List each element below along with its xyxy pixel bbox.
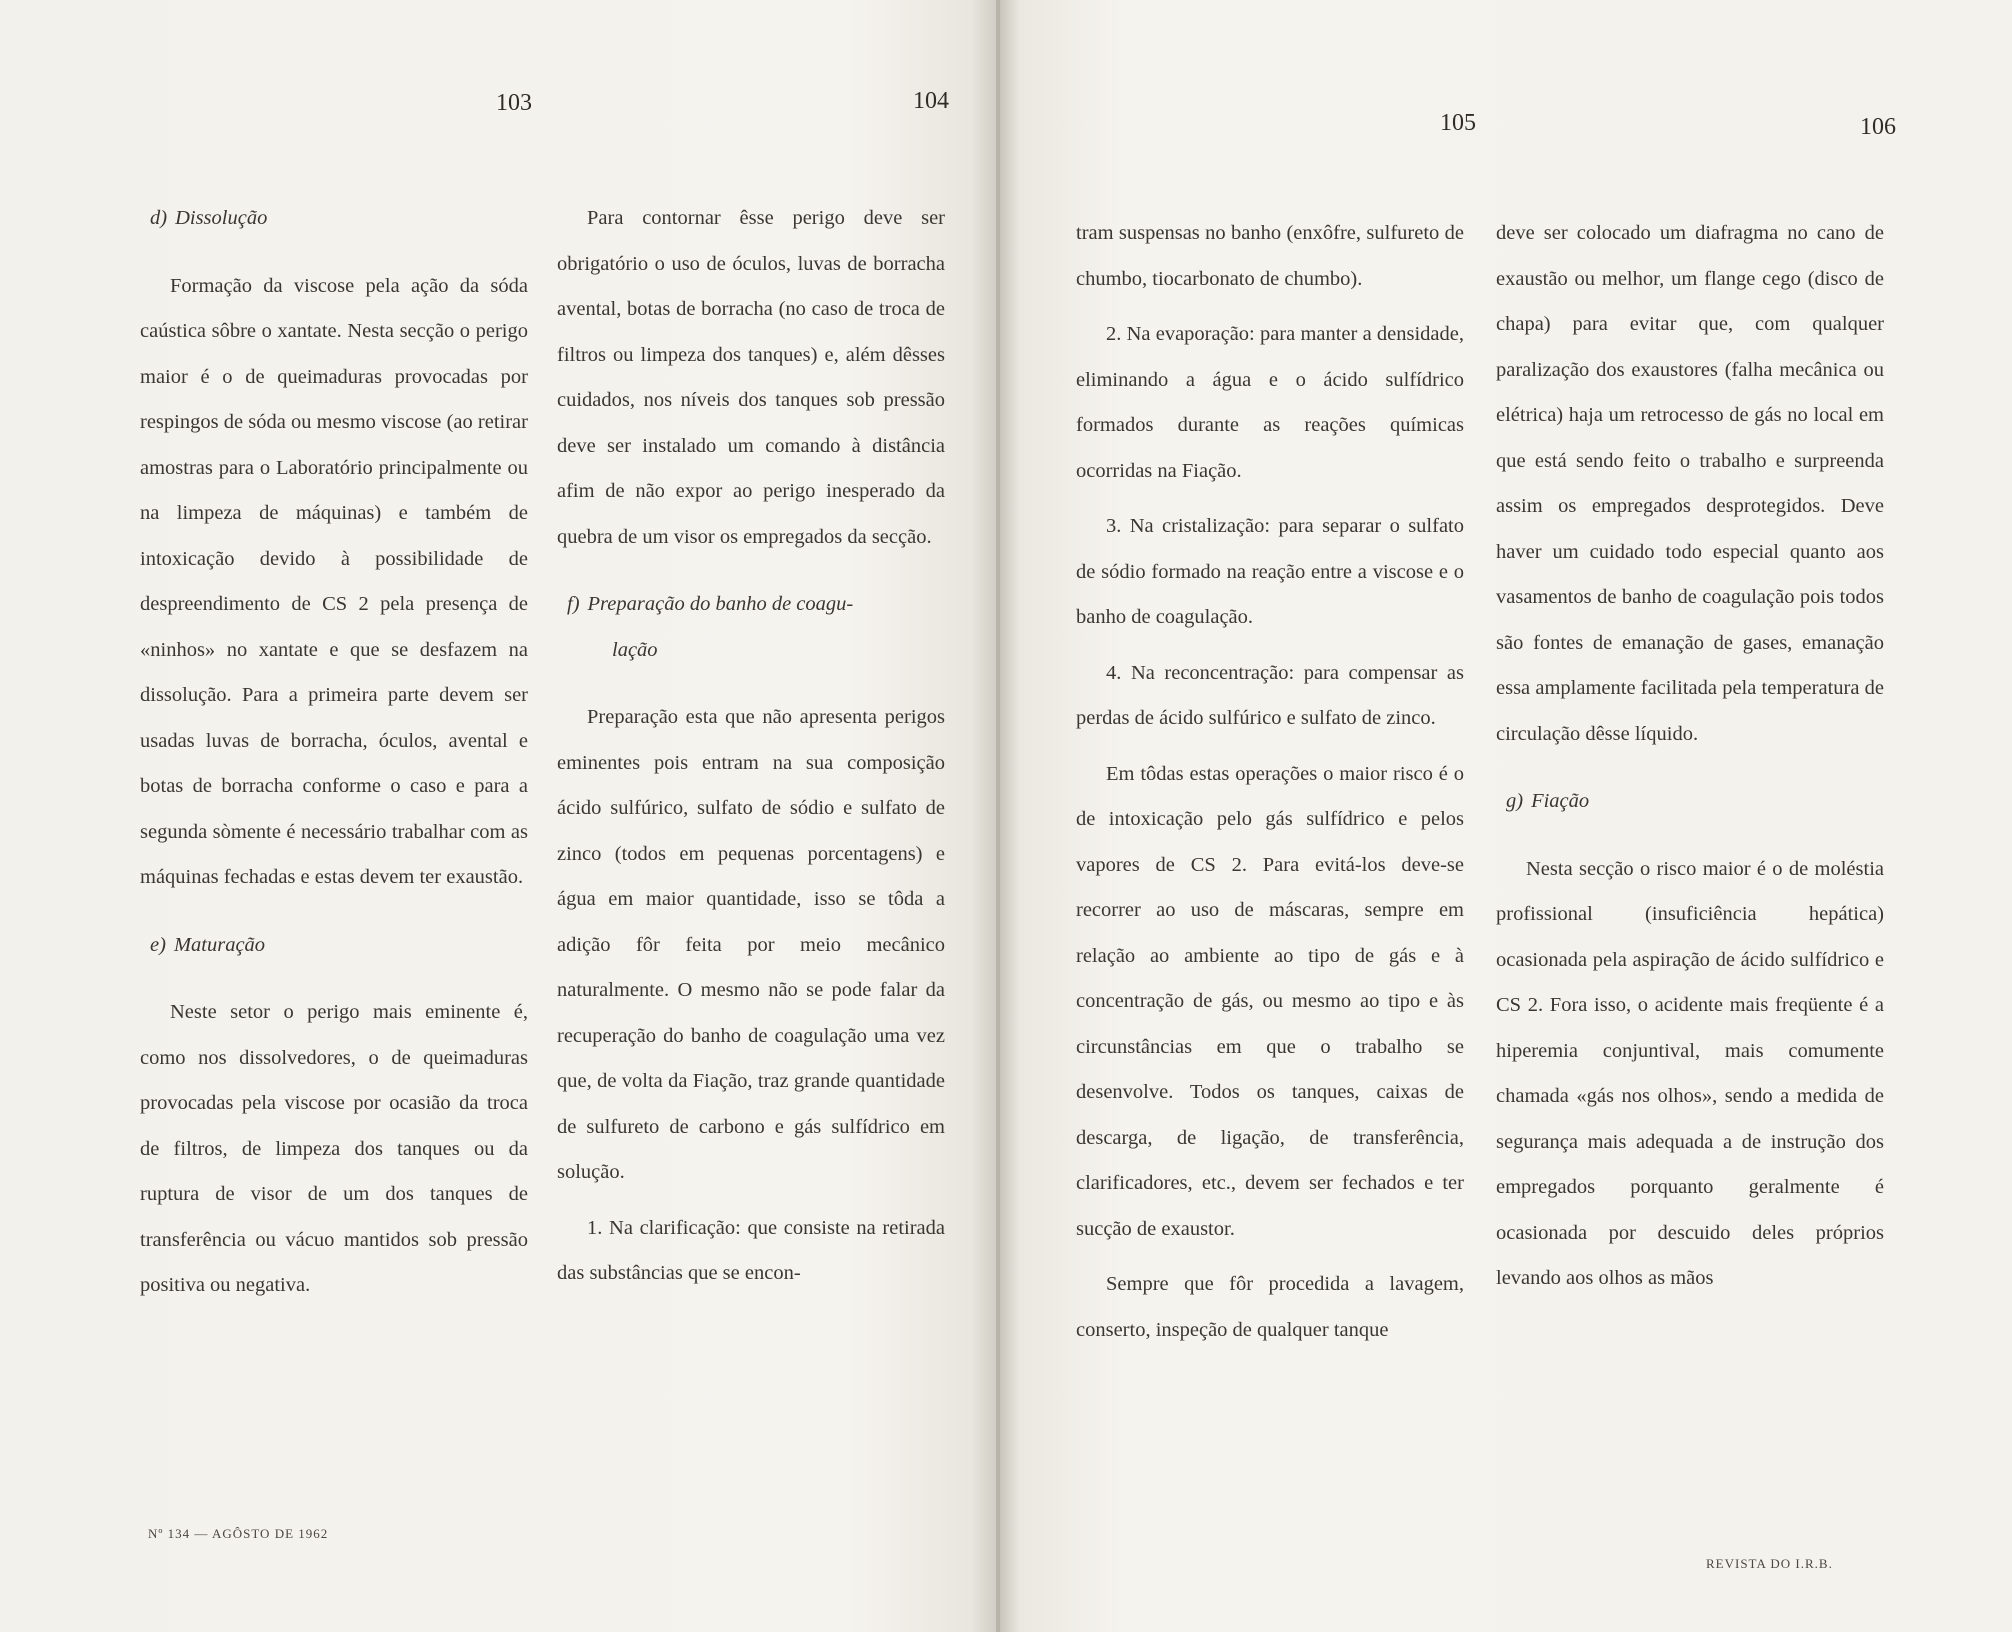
section-title-f-line2: lação [612,638,658,661]
column-page-105 [1076,211,1464,1353]
section-label-e: e) [150,933,166,956]
section-label-f: f) [567,593,580,615]
page-number-103: 103 [496,90,532,116]
paragraph-dissolucao: Formação da viscose pela ação da sóda caústica sôbre o xantate. Nesta secção o perigo maior é o de queimaduras provocadas por respingos de sóda ou mesmo viscose (ao retirar amostras para o Laboratório principalmente ou na limpeza de máquinas) e também de intoxicação devido à possibilidade de despreendimento de CS 2 pela presença de «ninhos» no xantate e que se desfazem na dissolução. Para a primeira parte devem ser usadas luvas de borracha, óculos, avental e botas de borracha conforme o caso e para a segunda sòmente é necessário trabalhar com as máquinas fechadas e estas devem ter exaustão. [140,274,528,888]
section-heading-e [140,923,528,969]
column-page-104 [557,196,945,1297]
section-label-g: g) [1506,790,1524,812]
paragraph-reconcentracao: 4. Na reconcentração: para compensar as perdas de ácido sulfúrico e sulfato de zinco. [1076,661,1464,729]
paragraph-contornar-perigo: Para contornar êsse perigo deve ser obrigatório o uso de óculos, luvas de borracha avental, botas de borracha (no caso de troca de filtros ou limpeza dos tanques) e, além dêsses cuidados, nos níveis dos tanques sob pressão deve ser instalado um comando à distância afim de não expor ao perigo inesperado da quebra de um visor os empregados da secção. [557,207,945,548]
page-number-105: 105 [1440,110,1476,136]
paragraph-continuation-suspensas: tram suspensas no banho (enxôfre, sulfureto de chumbo, tiocarbonato de chumbo). [1076,222,1464,290]
page-number-104: 104 [913,88,949,114]
section-title-e: Maturação [173,933,266,956]
paragraph-clarificacao: 1. Na clarificação: que consiste na retirada das substâncias que se encon- [557,1216,945,1284]
footer-journal-name: REVISTA DO I.R.B. [1706,1556,1833,1571]
column-page-103 [140,196,528,1309]
section-heading-f [557,582,945,628]
section-title-g: Fiação [1531,790,1590,812]
left-page-sheet [0,0,1000,1632]
paragraph-preparacao-banho: Preparação esta que não apresenta perigos eminentes pois entram na sua composição ácido sulfúrico, sulfato de sódio e sulfato de zinco (todos em pequenas porcentagens) e água em maior quantidade, isso se tôda a adição fôr feita por meio mecânico naturalmente. O mesmo não se pode falar da recuperação do banho de coagulação uma vez que, de volta da Fiação, traz grande quantidade de sulfureto de carbono e gás sulfídrico em solução. [557,706,945,1183]
paragraph-fiacao: Nesta secção o risco maior é o de moléstia profissional (insuficiência hepática) ocasionada pela aspiração de ácido sulfídrico e CS 2. Fora isso, o acidente mais freqüente é a hiperemia conjuntival, mais comumente chamada «gás nos olhos», sendo a medida de segurança mais adequada a de instrução dos empregados porquanto geralmente é ocasionada por descuido deles próprios levando aos olhos as mãos [1496,857,1884,1289]
paragraph-maturacao: Neste setor o perigo mais eminente é, como nos dissolvedores, o de queimaduras provocadas pela viscose por ocasião da troca de filtros, de limpeza dos tanques ou da ruptura de visor de um dos tanques de transferência ou vácuo mantidos sob pressão positiva ou negativa. [140,1001,528,1296]
column-page-106 [1496,211,1884,1302]
section-heading-d [140,196,528,242]
right-page-sheet [1000,0,2012,1632]
section-heading-g [1496,779,1884,825]
section-title-d: Dissolução [175,207,268,229]
footer-issue-date: Nº 134 — AGÔSTO DE 1962 [148,1526,329,1541]
paragraph-cristalizacao: 3. Na cristalização: para separar o sulfato de sódio formado na reação entre a viscose e o banho de coagulação. [1076,515,1464,628]
paragraph-diafragma: deve ser colocado um diafragma no cano de exaustão ou melhor, um flange cego (disco de chapa) para evitar que, com qualquer paralização dos exaustores (falha mecânica ou elétrica) haja um retrocesso de gás no local em que está sendo feito o trabalho e surpreenda assim os empregados desprotegidos. Deve haver um cuidado todo especial quanto aos vasamentos de banho de coagulação pois todos são fontes de emanação de gases, emanação essa amplamente facilitada pela temperatura de circulação dêsse líquido. [1496,222,1884,745]
section-title-f-line1: Preparação do banho de coagu- [587,593,854,615]
section-label-d: d) [150,207,168,229]
page-number-106: 106 [1860,114,1896,140]
paragraph-operacoes-risco: Em tôdas estas operações o maior risco é o de intoxicação pelo gás sulfídrico e pelos vapores de CS 2. Para evitá-los deve-se recorrer ao uso de máscaras, sempre em relação ao ambiente ao tipo de gás e à concentração de gás, ou mesmo ao tipo e às circunstâncias em que o trabalho se desenvolve. Todos os tanques, caixas de descarga, de ligação, de transferência, clarificadores, etc., devem ser fechados e ter sucção de exaustor. [1076,762,1464,1240]
paragraph-lavagem: Sempre que fôr procedida a lavagem, conserto, inspeção de qualquer tanque [1076,1273,1464,1341]
paragraph-evaporacao: 2. Na evaporação: para manter a densidade, eliminando a água e o ácido sulfídrico formados durante as reações químicas ocorridas na Fiação. [1076,323,1464,482]
